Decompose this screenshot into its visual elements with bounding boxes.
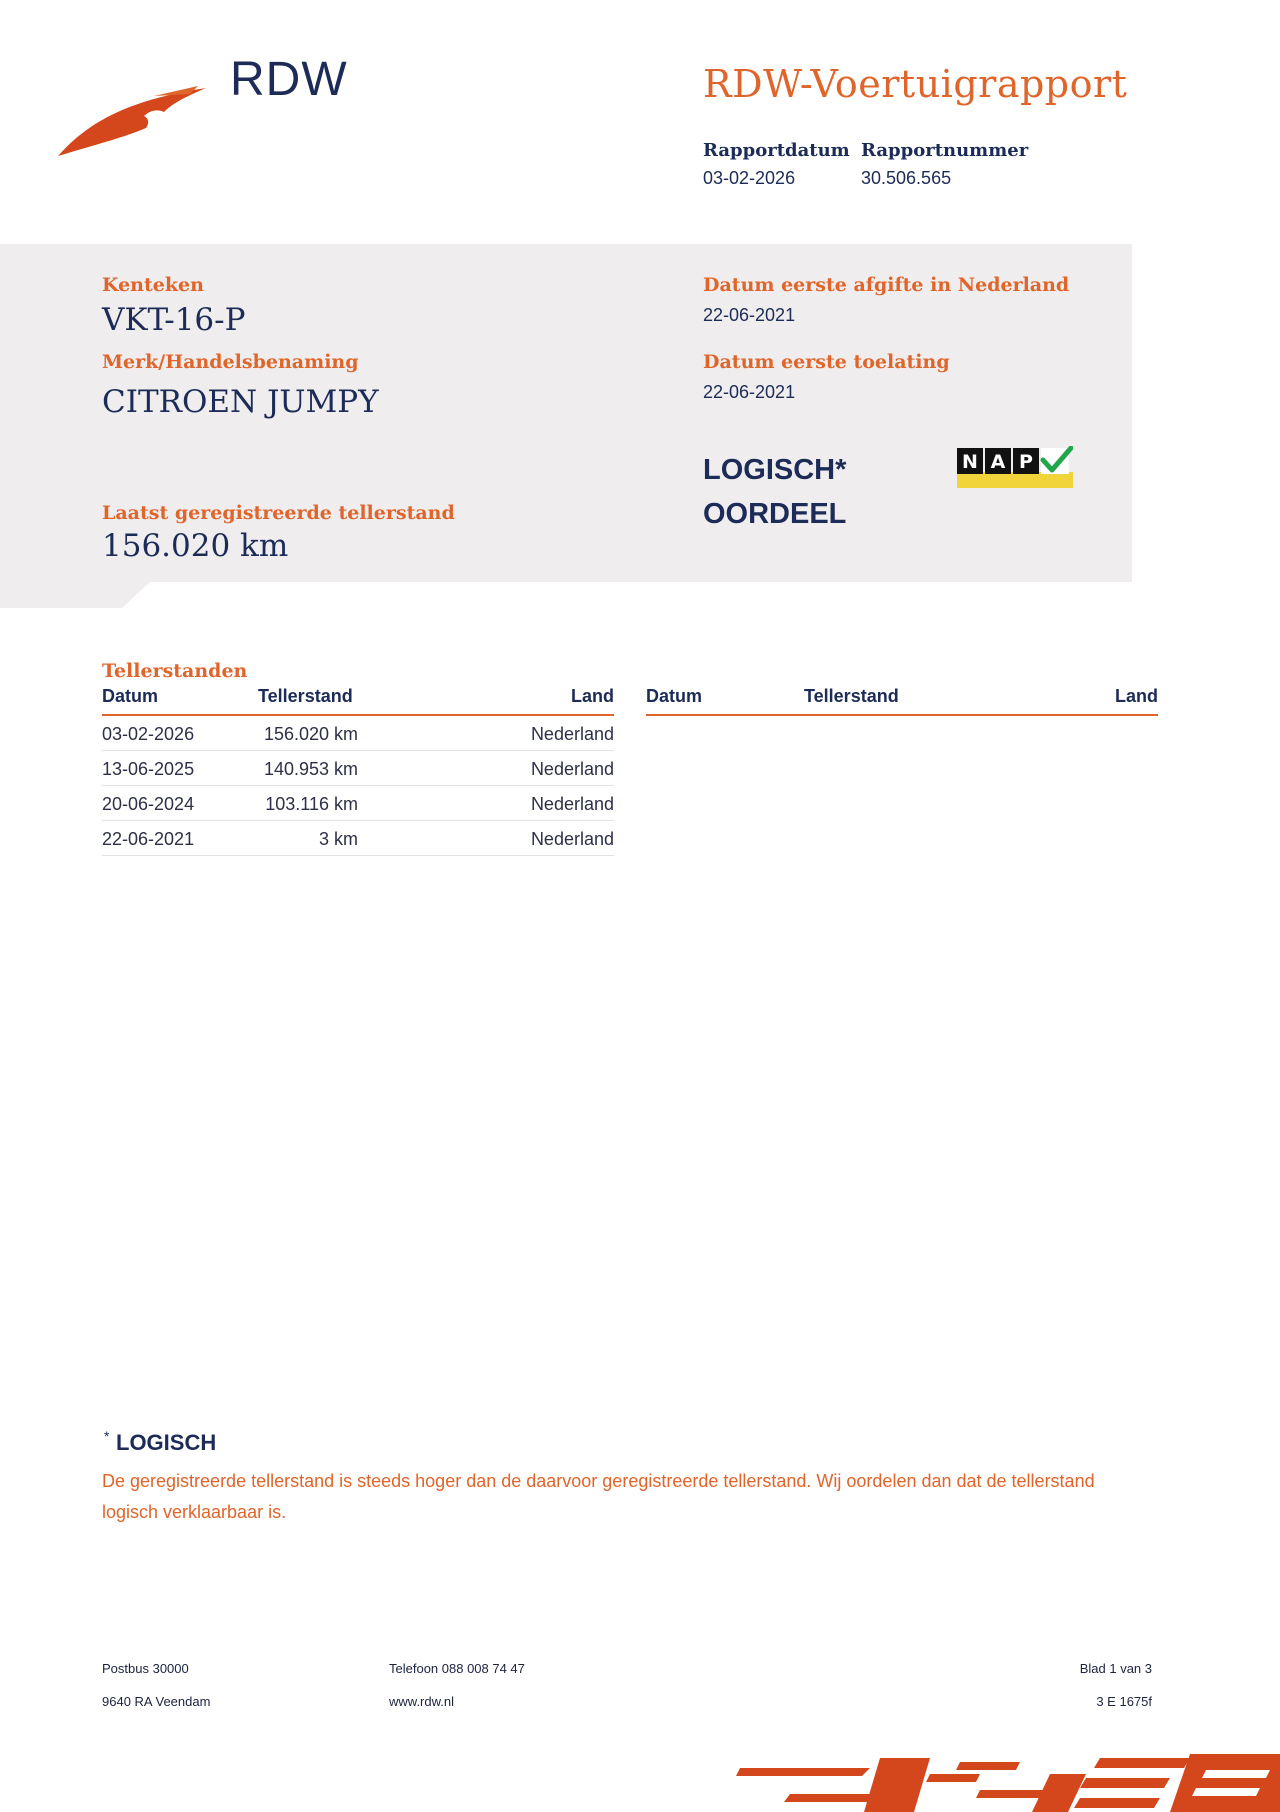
make-value: CITROEN JUMPY xyxy=(102,384,379,420)
panel-notch-shape xyxy=(0,582,150,608)
row-date: 22-06-2021 xyxy=(102,829,195,849)
note-text: De geregistreerde tellerstand is steeds hoger dan de daarvoor geregistreerde tellerstand. Wij oordelen dan dat de tellerstand logisch verklaarbaar is. xyxy=(102,1471,1095,1522)
report-number: 30.506.565 xyxy=(861,168,952,188)
nap-letter-n: N xyxy=(962,451,978,473)
readings-table-right xyxy=(646,684,1158,716)
footer-phone: Telefoon 088 008 74 47 xyxy=(389,1661,525,1676)
report-date-label: Rapportdatum xyxy=(703,140,850,161)
column-date: Datum xyxy=(646,686,703,706)
note-title: LOGISCH xyxy=(116,1430,217,1455)
decorative-stripes-icon xyxy=(730,1754,1280,1812)
make-label: Merk/Handelsbenaming xyxy=(102,351,359,373)
table-row xyxy=(102,716,614,751)
column-date: Datum xyxy=(102,686,159,706)
column-reading: Tellerstand xyxy=(804,686,899,706)
first-issue-nl-value: 22-06-2021 xyxy=(703,305,796,325)
row-reading: 156.020 km xyxy=(263,724,358,744)
column-country: Land xyxy=(1115,686,1158,706)
row-reading: 103.116 km xyxy=(265,794,358,814)
report-date: 03-02-2026 xyxy=(703,168,796,188)
row-country: Nederland xyxy=(530,724,614,744)
footer-page-number: Blad 1 van 3 xyxy=(1079,1661,1152,1676)
table-row xyxy=(102,786,614,821)
plate-label: Kenteken xyxy=(102,274,204,296)
table-header xyxy=(646,684,1158,716)
column-reading: Tellerstand xyxy=(258,686,353,706)
first-admission-label: Datum eerste toelating xyxy=(703,351,950,373)
report-title: RDW-Voertuigrapport xyxy=(703,62,1128,106)
first-issue-nl-label: Datum eerste afgifte in Nederland xyxy=(703,274,1070,296)
row-country: Nederland xyxy=(530,794,614,814)
column-country: Land xyxy=(571,686,614,706)
nap-letter-a: A xyxy=(990,451,1006,473)
footer-website[interactable]: www.rdw.nl xyxy=(389,1694,455,1709)
row-date: 03-02-2026 xyxy=(102,724,195,744)
verdict-label: OORDEEL xyxy=(703,498,847,530)
table-header xyxy=(102,684,614,716)
row-reading: 140.953 km xyxy=(263,759,358,779)
first-admission-value: 22-06-2021 xyxy=(703,382,796,402)
odometer-value: 156.020 km xyxy=(102,528,289,564)
footer-document-code: 3 E 1675f xyxy=(1096,1694,1152,1709)
verdict-value: LOGISCH* xyxy=(703,454,847,486)
nap-letter-p: P xyxy=(1019,451,1033,473)
odometer-label: Laatst geregistreerde tellerstand xyxy=(102,502,455,524)
readings-title: Tellerstanden xyxy=(102,660,248,682)
plate-value: VKT-16-P xyxy=(102,302,246,338)
table-row xyxy=(102,751,614,786)
nap-logo-icon xyxy=(957,446,1073,488)
rdw-logo-icon xyxy=(58,82,208,162)
row-country: Nederland xyxy=(530,829,614,849)
row-date: 13-06-2025 xyxy=(102,759,195,779)
brand-name: RDW xyxy=(230,53,348,106)
row-reading: 3 km xyxy=(318,829,358,849)
row-country: Nederland xyxy=(530,759,614,779)
footer-po-box: Postbus 30000 xyxy=(102,1661,189,1676)
note-marker: * xyxy=(104,1428,110,1444)
readings-table-left xyxy=(102,684,614,856)
row-date: 20-06-2024 xyxy=(102,794,195,814)
table-row xyxy=(102,821,614,856)
footer-city: 9640 RA Veendam xyxy=(102,1694,211,1709)
report-number-label: Rapportnummer xyxy=(861,140,1029,161)
